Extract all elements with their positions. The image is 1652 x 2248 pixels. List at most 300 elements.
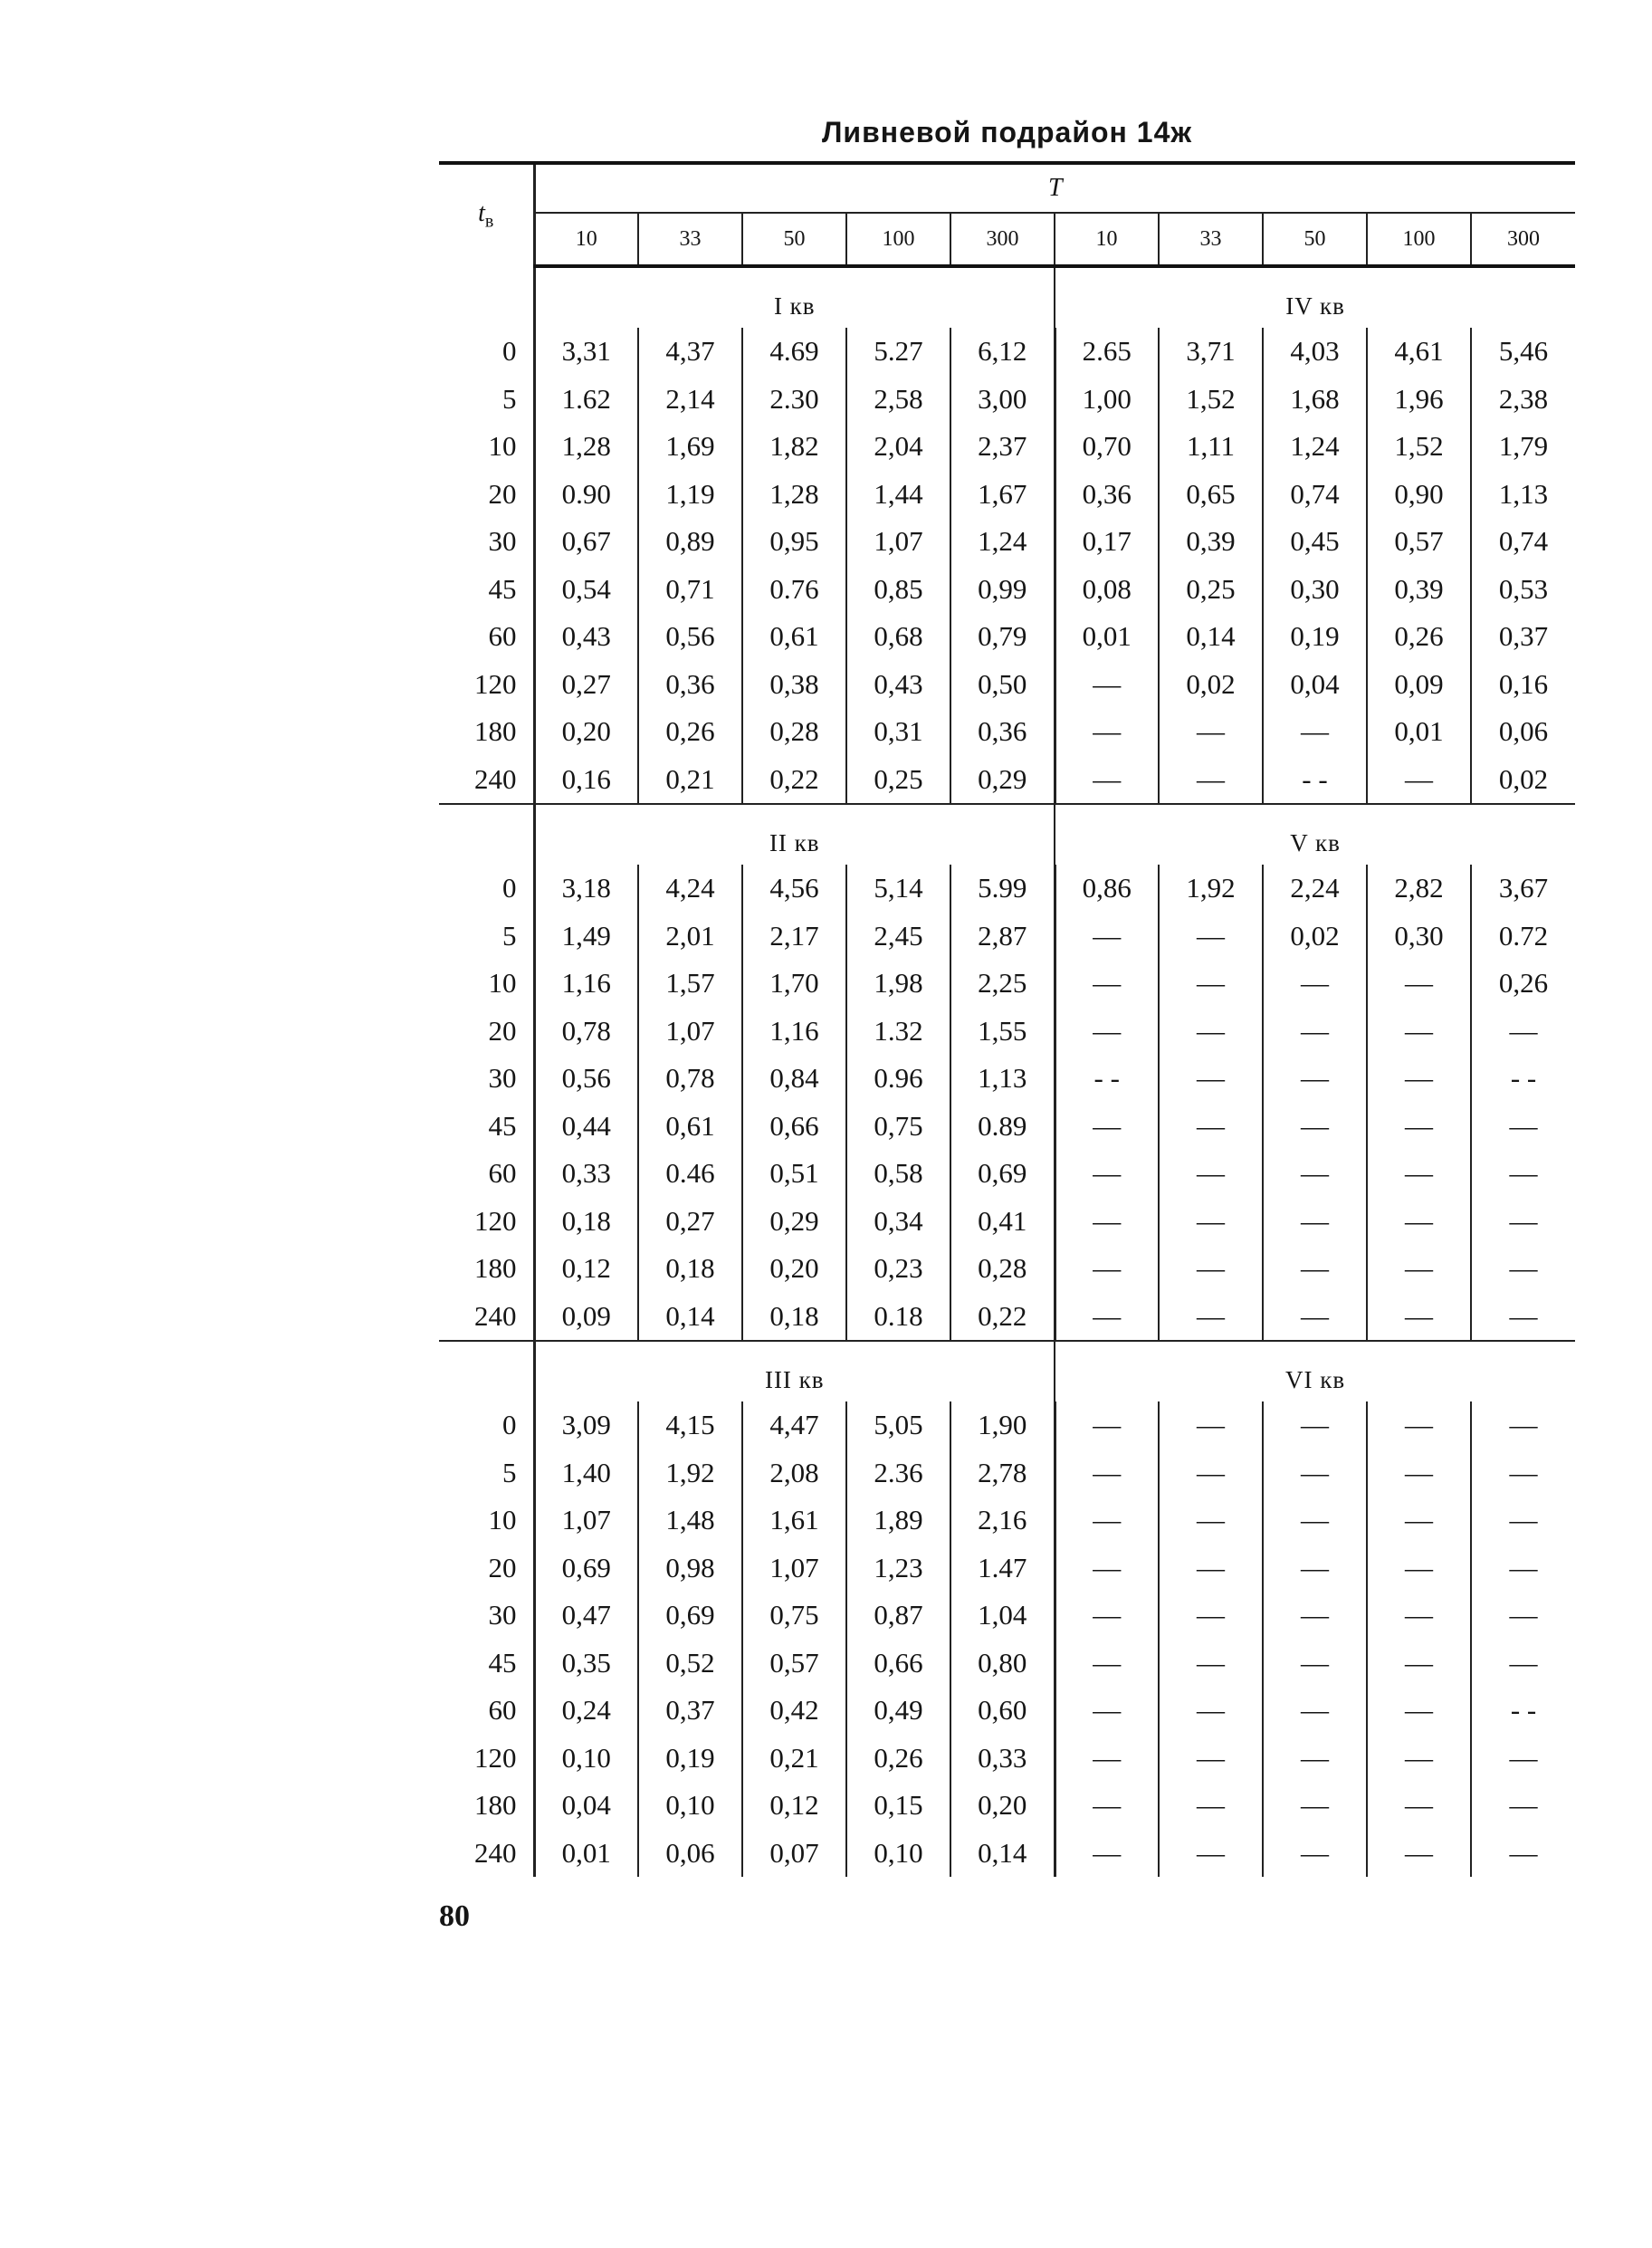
row-label: 20: [439, 471, 534, 519]
row-label: 10: [439, 423, 534, 471]
table-cell: 1,48: [638, 1497, 742, 1545]
table-cell: —: [1055, 913, 1159, 961]
column-header: 100: [1367, 213, 1471, 266]
table-cell: —: [1367, 1293, 1471, 1342]
table-cell: 0,37: [1498, 620, 1549, 653]
table-cell: 0.89: [950, 1103, 1055, 1151]
table-cell: 0,56: [638, 613, 742, 661]
table-cell: 1,23: [846, 1545, 950, 1593]
table-cell: 0,06: [638, 1830, 742, 1878]
table-cell: 0,31: [846, 708, 950, 756]
table-row: [439, 423, 1575, 471]
table-cell: 1,92: [1159, 865, 1263, 913]
table-cell: —: [1509, 1252, 1538, 1285]
table-cell: 0,08: [1055, 566, 1159, 614]
table-cell: 0,99: [950, 566, 1055, 614]
table-cell: —: [1263, 1497, 1367, 1545]
table-cell: 0,38: [742, 661, 846, 709]
table-cell: —: [1509, 1157, 1538, 1190]
table-cell: 4,37: [638, 328, 742, 376]
row-label: 120: [439, 661, 534, 709]
table-cell: 0,75: [742, 1592, 846, 1640]
table-row: [439, 1008, 1575, 1056]
table-cell: —: [1509, 1504, 1538, 1536]
table-cell: 0,20: [534, 708, 638, 756]
table-cell: 0,56: [534, 1055, 638, 1103]
table-cell: 4,15: [638, 1401, 742, 1449]
table-cell: 0,14: [638, 1293, 742, 1342]
table-cell: 4,56: [742, 865, 846, 913]
row-label: 240: [439, 1293, 534, 1342]
table-cell: 1,68: [1263, 376, 1367, 424]
table-cell: 2,16: [950, 1497, 1055, 1545]
table-cell: —: [1159, 1640, 1263, 1688]
table-cell: 1,69: [638, 423, 742, 471]
table-cell: 1.47: [950, 1545, 1055, 1593]
group-label-header: T: [534, 163, 1575, 213]
table-cell: 0,78: [534, 1008, 638, 1056]
table-cell: 1,52: [1159, 376, 1263, 424]
table-cell: —: [1055, 960, 1159, 1008]
table-cell: 0,69: [638, 1592, 742, 1640]
table-cell: 2,45: [846, 913, 950, 961]
table-cell: 0,12: [742, 1782, 846, 1830]
table-cell: 0.18: [846, 1293, 950, 1342]
quarter-label-right: VI кв: [1284, 1366, 1346, 1393]
table-cell: 0,39: [1367, 566, 1471, 614]
table-cell: 0,22: [950, 1293, 1055, 1342]
table-cell: 0,47: [534, 1592, 638, 1640]
table-row: [439, 1198, 1575, 1246]
table-cell: 2.30: [742, 376, 846, 424]
table-cell: 1,40: [534, 1449, 638, 1497]
table-cell: 0,45: [1263, 518, 1367, 566]
table-cell: 3,71: [1159, 328, 1263, 376]
table-cell: —: [1367, 1401, 1471, 1449]
table-row: [439, 1449, 1575, 1497]
table-cell: —: [1055, 1198, 1159, 1246]
table-row: [439, 1640, 1575, 1688]
table-cell: 0,26: [638, 708, 742, 756]
table-cell: 0,60: [950, 1687, 1055, 1735]
table-cell: 4,03: [1263, 328, 1367, 376]
table-cell: 0,23: [846, 1245, 950, 1293]
table-cell: 0,42: [742, 1687, 846, 1735]
table-cell: 2,25: [950, 960, 1055, 1008]
table-cell: —: [1055, 1592, 1159, 1640]
table-cell: 1,49: [534, 913, 638, 961]
table-cell: 0,54: [534, 566, 638, 614]
page-number: 80: [439, 1899, 470, 1933]
table-cell: —: [1159, 1008, 1263, 1056]
quarter-label-right: V кв: [1290, 829, 1341, 856]
table-cell: —: [1159, 708, 1263, 756]
table-cell: 1,70: [742, 960, 846, 1008]
table-cell: 0,66: [846, 1640, 950, 1688]
table-cell: 4,24: [638, 865, 742, 913]
table-cell: 0,21: [638, 756, 742, 805]
table-cell: 1,52: [1367, 423, 1471, 471]
table-cell: —: [1263, 1592, 1367, 1640]
table-cell: 3,67: [1498, 872, 1549, 904]
table-cell: 0,30: [1367, 913, 1471, 961]
table-cell: - -: [1510, 1694, 1537, 1727]
quarter-label-left: I кв: [534, 266, 1055, 328]
table-cell: 2,01: [638, 913, 742, 961]
column-header: 300: [1471, 213, 1575, 266]
table-row: [439, 1545, 1575, 1593]
table-cell: —: [1159, 1830, 1263, 1878]
table-cell: —: [1367, 1735, 1471, 1783]
row-label-subscript: в: [484, 211, 494, 232]
table-cell: 0,10: [638, 1782, 742, 1830]
table-cell: —: [1509, 1551, 1538, 1583]
row-label: 30: [439, 1055, 534, 1103]
table-cell: —: [1055, 1401, 1159, 1449]
table-cell: 2,37: [950, 423, 1055, 471]
table-cell: —: [1055, 661, 1159, 709]
table-cell: 1,92: [638, 1449, 742, 1497]
table-cell: —: [1367, 1830, 1471, 1878]
row-label: 45: [439, 1103, 534, 1151]
table-cell: 1.62: [534, 376, 638, 424]
table-cell: 1,82: [742, 423, 846, 471]
table-cell: 0,57: [742, 1640, 846, 1688]
table-cell: —: [1159, 913, 1263, 961]
table-cell: 1,28: [534, 423, 638, 471]
table-cell: 1,90: [950, 1401, 1055, 1449]
table-cell: 0,29: [950, 756, 1055, 805]
row-label: 45: [439, 1640, 534, 1688]
table-cell: 0,01: [1055, 613, 1159, 661]
table-cell: 2,04: [846, 423, 950, 471]
table-cell: 2,87: [950, 913, 1055, 961]
table-cell: —: [1509, 1836, 1538, 1869]
table-cell: 0,27: [534, 661, 638, 709]
table-cell: 1.32: [846, 1008, 950, 1056]
table-cell: 1,07: [846, 518, 950, 566]
table-cell: 0,74: [1263, 471, 1367, 519]
table-cell: 5,14: [846, 865, 950, 913]
table-row: [439, 1687, 1575, 1735]
table-cell: 0,28: [742, 708, 846, 756]
table-cell: 1,13: [950, 1055, 1055, 1103]
table-cell: 0,41: [950, 1198, 1055, 1246]
table-cell: 0,12: [534, 1245, 638, 1293]
table-cell: 1,96: [1367, 376, 1471, 424]
table-cell: —: [1367, 1592, 1471, 1640]
table-cell: —: [1159, 1198, 1263, 1246]
section-header-row: [439, 805, 1575, 865]
table-cell: —: [1055, 1008, 1159, 1056]
section-header-blank: [439, 266, 534, 328]
table-cell: —: [1263, 1293, 1367, 1342]
table-cell: —: [1367, 1055, 1471, 1103]
table-cell: —: [1509, 1789, 1538, 1822]
row-label: 5: [439, 913, 534, 961]
table-cell: —: [1055, 1830, 1159, 1878]
table-cell: —: [1509, 1299, 1538, 1332]
row-label: 180: [439, 1782, 534, 1830]
table-cell: —: [1509, 1456, 1538, 1488]
table-cell: 0,07: [742, 1830, 846, 1878]
table-cell: 0,15: [846, 1782, 950, 1830]
table-cell: —: [1509, 1014, 1538, 1047]
table-cell: —: [1367, 1198, 1471, 1246]
table-cell: —: [1367, 756, 1471, 805]
row-label-symbol: t: [478, 198, 485, 227]
table-cell: —: [1159, 1545, 1263, 1593]
table-cell: —: [1263, 1545, 1367, 1593]
column-header: 33: [1159, 213, 1263, 266]
table-cell: —: [1367, 1545, 1471, 1593]
table-row: [439, 566, 1575, 614]
table-cell: —: [1159, 1245, 1263, 1293]
table-cell: —: [1263, 708, 1367, 756]
table-cell: 4,61: [1367, 328, 1471, 376]
table-cell: 0,16: [534, 756, 638, 805]
table-cell: —: [1159, 1449, 1263, 1497]
row-label: 5: [439, 376, 534, 424]
row-label: 0: [439, 865, 534, 913]
table-cell: —: [1367, 1782, 1471, 1830]
row-label-header: [439, 163, 534, 266]
table-cell: 0.46: [638, 1150, 742, 1198]
table-cell: 0,53: [1498, 572, 1549, 605]
table-cell: 0,74: [1498, 525, 1549, 558]
table-cell: 0,04: [1263, 661, 1367, 709]
quarter-label-right: IV кв: [1285, 292, 1345, 320]
table-cell: 3,18: [534, 865, 638, 913]
section-header-row: [439, 1342, 1575, 1401]
header-row-top: [439, 163, 1575, 213]
table-cell: 0,89: [638, 518, 742, 566]
table-cell: 5.27: [846, 328, 950, 376]
table-cell: 0.96: [846, 1055, 950, 1103]
table-cell: 1,61: [742, 1497, 846, 1545]
quarter-label-left: III кв: [534, 1342, 1055, 1401]
table-cell: 0,28: [950, 1245, 1055, 1293]
table-row: [439, 1401, 1575, 1449]
table-row: [439, 471, 1575, 519]
table-row: [439, 913, 1575, 961]
row-label: 60: [439, 1150, 534, 1198]
table-cell: 0,33: [534, 1150, 638, 1198]
table-cell: - -: [1055, 1055, 1159, 1103]
table-cell: —: [1509, 1599, 1538, 1631]
table-cell: 4,47: [742, 1401, 846, 1449]
table-cell: 1,89: [846, 1497, 950, 1545]
table-cell: 0,02: [1498, 762, 1549, 795]
table-row: [439, 518, 1575, 566]
table-cell: —: [1263, 1198, 1367, 1246]
table-cell: 2,08: [742, 1449, 846, 1497]
table-cell: 0,10: [534, 1735, 638, 1783]
table-cell: —: [1055, 1497, 1159, 1545]
page-title: Ливневой подрайон 14ж: [821, 116, 1193, 148]
table-cell: 0,65: [1159, 471, 1263, 519]
table-cell: 2,78: [950, 1449, 1055, 1497]
table-row: [439, 1150, 1575, 1198]
table-cell: —: [1509, 1409, 1538, 1441]
table-cell: 0,06: [1498, 715, 1549, 748]
table-cell: 0,26: [1367, 613, 1471, 661]
table-cell: —: [1263, 1782, 1367, 1830]
table-row: [439, 1592, 1575, 1640]
row-label: 180: [439, 708, 534, 756]
table-cell: 0,17: [1055, 518, 1159, 566]
table-cell: —: [1509, 1204, 1538, 1237]
table-cell: —: [1159, 1055, 1263, 1103]
table-cell: —: [1159, 960, 1263, 1008]
row-label: 45: [439, 566, 534, 614]
table-cell: —: [1367, 1103, 1471, 1151]
table-cell: 0,01: [534, 1830, 638, 1878]
table-cell: 0,09: [534, 1293, 638, 1342]
table-row: [439, 756, 1575, 805]
section-header-blank: [439, 805, 534, 865]
row-label: 30: [439, 1592, 534, 1640]
table-cell: —: [1055, 1782, 1159, 1830]
table-cell: —: [1263, 960, 1367, 1008]
table-cell: —: [1367, 1150, 1471, 1198]
table-cell: 0,24: [534, 1687, 638, 1735]
table-cell: 0,09: [1367, 661, 1471, 709]
table-cell: 0,80: [950, 1640, 1055, 1688]
table-cell: 0,57: [1367, 518, 1471, 566]
table-cell: —: [1509, 1109, 1538, 1142]
header-row-columns: [439, 213, 1575, 266]
table-cell: —: [1159, 1592, 1263, 1640]
table-cell: 1,98: [846, 960, 950, 1008]
table-cell: 0,68: [846, 613, 950, 661]
table-cell: 0,95: [742, 518, 846, 566]
column-header: 100: [846, 213, 950, 266]
column-header: 33: [638, 213, 742, 266]
table-cell: —: [1263, 1103, 1367, 1151]
table-cell: 0,20: [950, 1782, 1055, 1830]
table-cell: - -: [1263, 756, 1367, 805]
table-cell: —: [1159, 1735, 1263, 1783]
row-label: 0: [439, 328, 534, 376]
table-body: [439, 266, 1575, 1877]
table-cell: —: [1159, 756, 1263, 805]
table-cell: 2.36: [846, 1449, 950, 1497]
table-cell: 0,70: [1055, 423, 1159, 471]
rainfall-table: [439, 161, 1575, 1877]
table-cell: 0,86: [1055, 865, 1159, 913]
row-label: 180: [439, 1245, 534, 1293]
table-cell: —: [1263, 1008, 1367, 1056]
table-cell: 3,31: [534, 328, 638, 376]
table-cell: 1,24: [950, 518, 1055, 566]
table-row: [439, 1055, 1575, 1103]
table-cell: —: [1055, 1545, 1159, 1593]
table-cell: —: [1367, 1497, 1471, 1545]
table-cell: 0.76: [742, 566, 846, 614]
table-cell: —: [1263, 1687, 1367, 1735]
table-cell: —: [1263, 1401, 1367, 1449]
row-label: 240: [439, 1830, 534, 1878]
table-cell: 0,10: [846, 1830, 950, 1878]
table-cell: 0.72: [1498, 919, 1549, 952]
table-cell: 0,52: [638, 1640, 742, 1688]
table-cell: 0,69: [534, 1545, 638, 1593]
table-cell: 0,43: [534, 613, 638, 661]
table-cell: 0,36: [1055, 471, 1159, 519]
table-cell: 5,46: [1498, 335, 1549, 368]
table-cell: 0,50: [950, 661, 1055, 709]
row-label: 0: [439, 1401, 534, 1449]
row-label: 30: [439, 518, 534, 566]
table-cell: 1,28: [742, 471, 846, 519]
table-row: [439, 1103, 1575, 1151]
table-cell: —: [1263, 1150, 1367, 1198]
table-cell: 2,82: [1367, 865, 1471, 913]
table-cell: 0,16: [1498, 667, 1549, 700]
table-cell: —: [1055, 1640, 1159, 1688]
row-label: 20: [439, 1008, 534, 1056]
table-cell: 1,16: [534, 960, 638, 1008]
table-cell: 0,61: [638, 1103, 742, 1151]
table-row: [439, 1245, 1575, 1293]
table-cell: 1,07: [742, 1545, 846, 1593]
table-cell: 1,11: [1159, 423, 1263, 471]
table-cell: —: [1055, 1735, 1159, 1783]
table-cell: 1,57: [638, 960, 742, 1008]
table-cell: 0,19: [1263, 613, 1367, 661]
table-cell: 0,67: [534, 518, 638, 566]
table-cell: —: [1263, 1055, 1367, 1103]
table-cell: 0,36: [950, 708, 1055, 756]
table-cell: 4.69: [742, 328, 846, 376]
table-cell: 2,38: [1498, 382, 1549, 415]
row-label: 10: [439, 1497, 534, 1545]
table-cell: 0,69: [950, 1150, 1055, 1198]
section-header-blank: [439, 1342, 534, 1401]
table-cell: 1,55: [950, 1008, 1055, 1056]
table-cell: —: [1055, 1293, 1159, 1342]
table-cell: —: [1159, 1497, 1263, 1545]
table-row: [439, 1735, 1575, 1783]
table-cell: —: [1263, 1640, 1367, 1688]
table-cell: 0,25: [1159, 566, 1263, 614]
column-header: 50: [1263, 213, 1367, 266]
table-cell: 0,98: [638, 1545, 742, 1593]
row-label: 10: [439, 960, 534, 1008]
table-cell: —: [1263, 1449, 1367, 1497]
table-cell: 0,34: [846, 1198, 950, 1246]
table-row: [439, 1782, 1575, 1830]
table-cell: 0,25: [846, 756, 950, 805]
section-header-row: [439, 266, 1575, 328]
table-cell: 2,24: [1263, 865, 1367, 913]
table-cell: - -: [1510, 1062, 1537, 1095]
table-cell: 0,84: [742, 1055, 846, 1103]
row-label: 5: [439, 1449, 534, 1497]
column-header: 10: [534, 213, 638, 266]
table-cell: 2,17: [742, 913, 846, 961]
table-cell: 0,26: [1498, 967, 1549, 1000]
row-label: 240: [439, 756, 534, 805]
table-row: [439, 1497, 1575, 1545]
table-cell: 1,07: [534, 1497, 638, 1545]
row-label: 20: [439, 1545, 534, 1593]
table-cell: 0,43: [846, 661, 950, 709]
table-cell: —: [1055, 708, 1159, 756]
table-cell: 3,09: [534, 1401, 638, 1449]
table-cell: —: [1055, 1245, 1159, 1293]
